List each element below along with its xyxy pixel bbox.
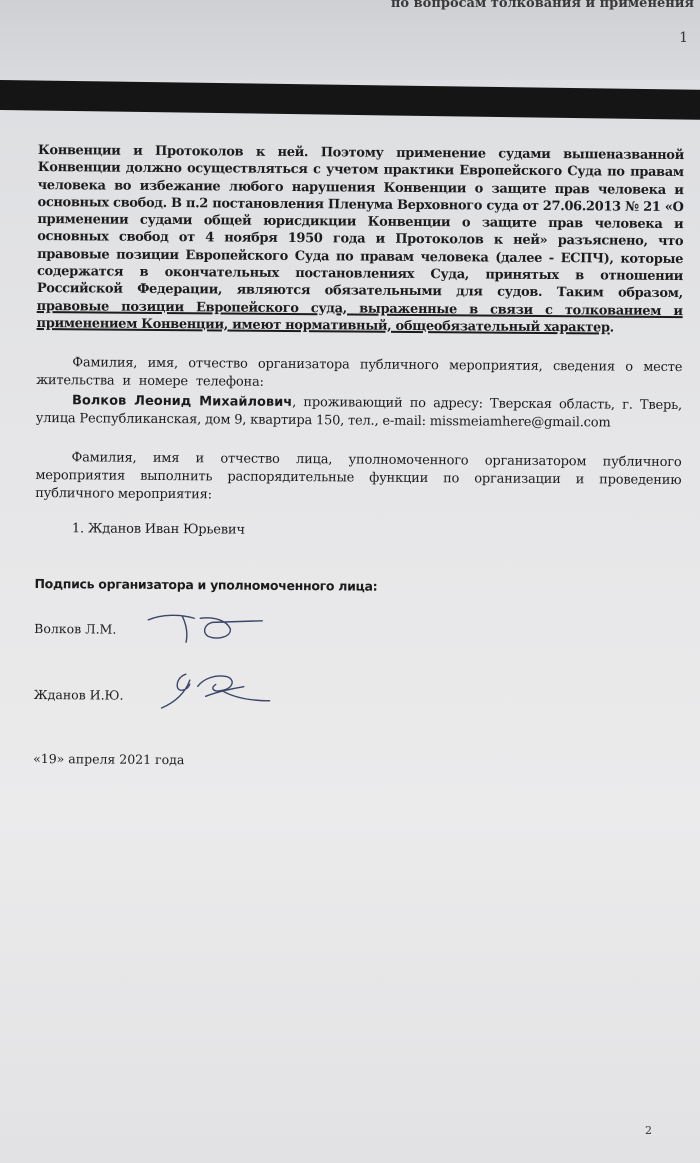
previous-page-header: по вопросам толкования и применения xyxy=(390,0,694,11)
legal-paragraph xyxy=(37,142,684,337)
signer-name-zhdanov: Жданов И.Ю. xyxy=(33,687,124,703)
signature-volkov xyxy=(142,610,272,647)
legal-paragraph-end: . xyxy=(609,320,614,336)
organizer-details: , проживающий по адресу: Тверская область, г. Тверь, улица Республиканская, дом 9, квартира 150, тел., e-mail: missmeiamhere@gmail.com xyxy=(35,395,683,431)
organizer-label: Фамилия, имя, отчество организатора публичного мероприятия, сведения о месте жительства и номере телефона: xyxy=(36,355,683,391)
previous-page-number: 1 xyxy=(679,30,688,46)
signature-zhdanov xyxy=(156,666,286,715)
page-content xyxy=(33,142,684,771)
document-date: «19» апреля 2021 года xyxy=(33,751,185,768)
legal-paragraph-text: Конвенции и Протоколов к ней. Поэтому применение судами вышеназванной Конвенции должно осуществляться с учетом практики Европейского Суда по правам человека во избежание любого нарушения Конвенции о защите прав человека и основных свобод. В п.2 постановления Пленума Верховного суда от 27.06.2013 № 21 «О применении судами общей юрисдикции Конвенции о защите прав человека и основных свобод от 4 ноября 1950 года и Протоколов к ней» разъяснено, что правовые позиции Европейского Суда по правам человека (далее - ЕСПЧ), которые содержатся в окончательных постановлениях Суда, принятых в отношении Российской Федерации, являются обязательными для судов. Таким образом, xyxy=(36,142,684,302)
authorized-list-item: 1. Жданов Иван Юрьевич xyxy=(71,521,245,538)
organizer-info xyxy=(36,392,682,433)
authorized-label: Фамилия, имя и отчество лица, уполномоченного организатором публичного мероприятия выполнить распорядительные функции по организации и проведению публичного мероприятия: xyxy=(35,450,682,503)
previous-page-strip xyxy=(0,0,700,80)
document-page xyxy=(0,108,700,1163)
organizer-name: Волков Леонид Михайлович xyxy=(71,393,293,411)
signature-row-zhdanov xyxy=(34,687,680,718)
page-number: 2 xyxy=(645,1124,652,1137)
signer-name-volkov: Волков Л.М. xyxy=(34,621,117,637)
signature-title: Подпись организатора и уполномоченного лица: xyxy=(34,576,378,594)
underlined-conclusion: правовые позиции Европейского суда, выраженные в связи с толкованием и применением Конвенции, имеют нормативный, общеобязательный характер xyxy=(36,298,683,336)
signature-row-volkov xyxy=(34,621,680,652)
